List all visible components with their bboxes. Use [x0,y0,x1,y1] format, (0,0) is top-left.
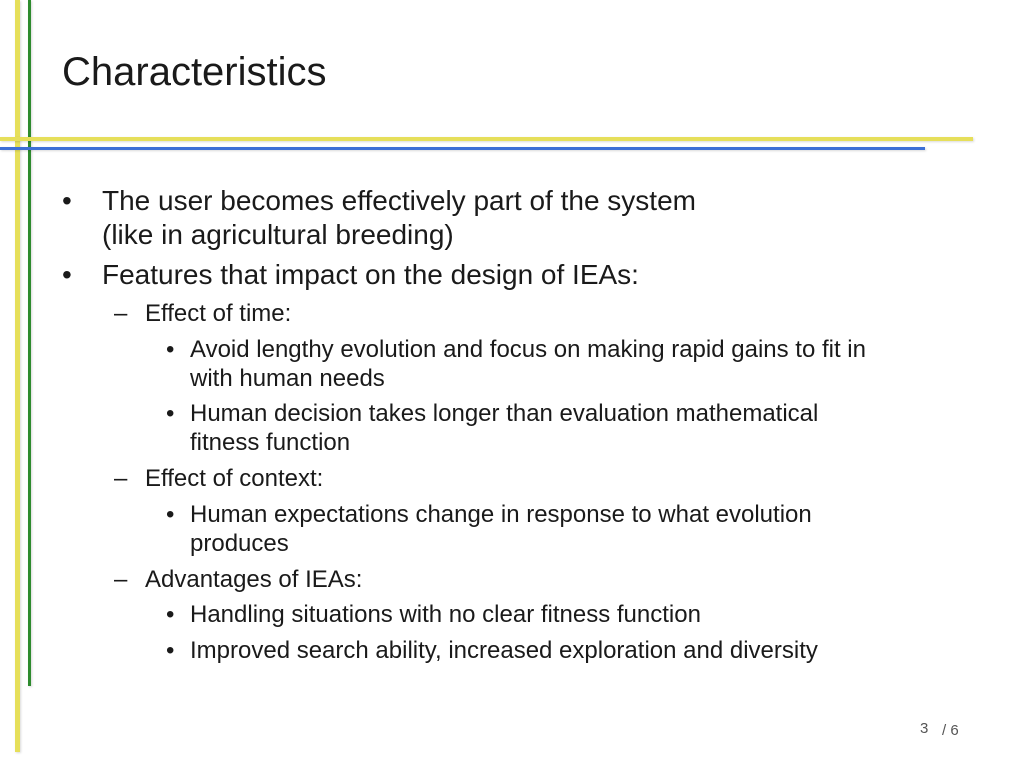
sub-bullet-text: Effect of time: [145,300,292,327]
sub-sub-bullet-text-line: Human expectations change in response to what evolution [190,501,812,528]
bullet-text-line: Features that impact on the design of IEAs: [102,259,639,290]
dash-marker: – [114,465,128,492]
slide-title: Characteristics [62,50,327,94]
sub-sub-bullet-text-line: Human decision takes longer than evaluation mathematical [190,400,819,427]
sub-sub-bullet-text-line: produces [190,530,289,557]
sub-bullet-text: Advantages of IEAs: [145,566,363,593]
bullet-marker: • [166,637,175,664]
vertical-yellow-rule [15,0,20,752]
vertical-green-rule [28,0,31,686]
sub-sub-bullet-text-line: Improved search ability, increased exploration and diversity [190,637,818,664]
dash-marker: – [114,300,128,327]
horizontal-yellow-rule [0,137,973,141]
horizontal-blue-rule [0,147,925,150]
bullet-marker: • [166,501,175,528]
sub-sub-bullet-text-line: Avoid lengthy evolution and focus on making rapid gains to fit in [190,336,866,363]
page-total: / 6 [942,722,959,739]
bullet-marker: • [62,185,72,216]
bullet-marker: • [166,336,175,363]
bullet-text-line: The user becomes effectively part of the system [102,185,696,216]
bullet-marker: • [166,601,175,628]
sub-bullet-text: Effect of context: [145,465,324,492]
sub-sub-bullet-text-line: fitness function [190,429,351,456]
sub-sub-bullet-text-line: with human needs [190,365,385,392]
sub-sub-bullet-text-line: Handling situations with no clear fitness function [190,601,701,628]
bullet-marker: • [166,400,175,427]
bullet-marker: • [62,259,72,290]
dash-marker: – [114,566,128,593]
bullet-text-line: (like in agricultural breeding) [102,219,454,250]
page-number: 3 [920,720,929,737]
